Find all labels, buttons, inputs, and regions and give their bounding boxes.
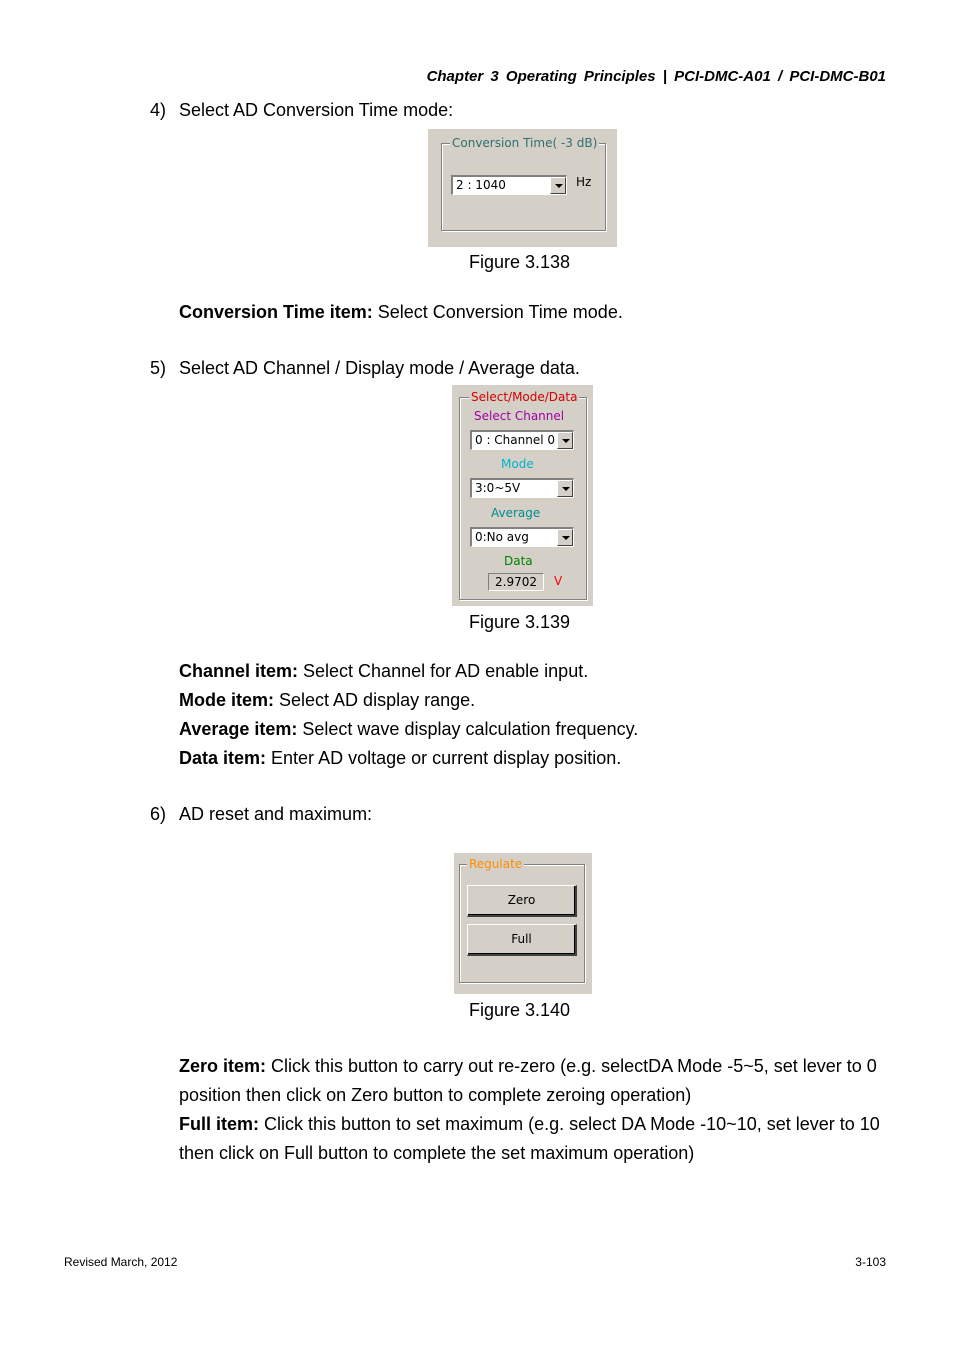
average-label: Average: [491, 506, 541, 520]
item-label: Mode item:: [179, 690, 275, 710]
item-label: Full item:: [179, 1114, 259, 1134]
figure-caption: Figure 3.138: [469, 252, 571, 272]
step-5: [150, 358, 580, 379]
average-select[interactable]: [470, 527, 574, 547]
chevron-down-icon[interactable]: [557, 529, 573, 546]
step-number: 4): [150, 100, 167, 120]
item-text: Select Channel for AD enable input.: [298, 661, 589, 681]
channel-item: [179, 661, 588, 682]
step-number: 5): [150, 358, 167, 378]
mode-value: 3:0~5V: [475, 481, 521, 495]
conversion-time-group-title: Conversion Time( -3 dB): [452, 136, 598, 150]
data-readout: 2.9702: [488, 573, 544, 591]
item-text: Select Conversion Time mode.: [372, 302, 623, 322]
step-text: Select AD Conversion Time mode:: [179, 100, 454, 120]
page-header: Chapter 3 Operating Principles | PCI-DMC-A01 / PCI-DMC-B01: [426, 68, 886, 85]
data-label: Data: [504, 554, 533, 568]
footer-revision: Revised March, 2012: [64, 1255, 178, 1269]
mode-label: Mode: [501, 457, 534, 471]
zero-button[interactable]: Zero: [467, 885, 577, 917]
data-unit: V: [554, 574, 563, 588]
item-text: Select AD display range.: [274, 690, 476, 710]
channel-value: 0 : Channel 0: [475, 433, 556, 447]
figure-caption: Figure 3.139: [469, 612, 571, 632]
zero-item: [179, 1052, 899, 1110]
step-number: 6): [150, 804, 167, 824]
mode-select[interactable]: [470, 478, 574, 498]
conversion-time-panel: [428, 129, 617, 247]
step-text: AD reset and maximum:: [179, 804, 373, 824]
channel-select[interactable]: [470, 430, 574, 450]
page-number: 3-103: [855, 1255, 886, 1269]
chevron-down-icon[interactable]: [550, 177, 566, 194]
item-label: Conversion Time item:: [179, 302, 373, 322]
chevron-down-icon[interactable]: [557, 480, 573, 497]
item-text: Enter AD voltage or current display position.: [266, 748, 622, 768]
item-text: Select wave display calculation frequency.: [297, 719, 639, 739]
conversion-time-value: 2 : 1040: [456, 178, 506, 192]
chevron-down-icon[interactable]: [557, 432, 573, 449]
step-4: [150, 100, 453, 121]
item-label: Average item:: [179, 719, 298, 739]
select-channel-label: Select Channel: [474, 409, 565, 423]
item-text: Click this button to set maximum (e.g. select DA Mode -10~10, set lever to 10 then click on Full button to complete the set maximum operation): [179, 1114, 880, 1163]
regulate-title: Regulate: [469, 857, 523, 871]
mode-item: [179, 690, 475, 711]
item-text: Click this button to carry out re-zero (e.g. selectDA Mode -5~5, set lever to 0 position then click on Zero button to complete zeroing operation): [179, 1056, 877, 1105]
select-mode-data-title: Select/Mode/Data: [471, 390, 578, 404]
data-item: [179, 748, 621, 769]
conversion-time-item: [179, 302, 623, 323]
step-6: [150, 804, 372, 825]
select-mode-data-panel: [452, 385, 593, 606]
unit-label: Hz: [576, 175, 592, 189]
item-label: Zero item:: [179, 1056, 267, 1076]
step-text: Select AD Channel / Display mode / Average data.: [179, 358, 580, 378]
full-button[interactable]: Full: [467, 924, 577, 956]
average-item: [179, 719, 638, 740]
item-label: Channel item:: [179, 661, 299, 681]
full-item: [179, 1110, 899, 1168]
select-mode-data-group: [459, 397, 587, 600]
item-label: Data item:: [179, 748, 267, 768]
average-value: 0:No avg: [475, 530, 529, 544]
figure-caption: Figure 3.140: [469, 1000, 571, 1020]
conversion-time-select[interactable]: [451, 175, 567, 195]
regulate-panel: [454, 853, 592, 994]
